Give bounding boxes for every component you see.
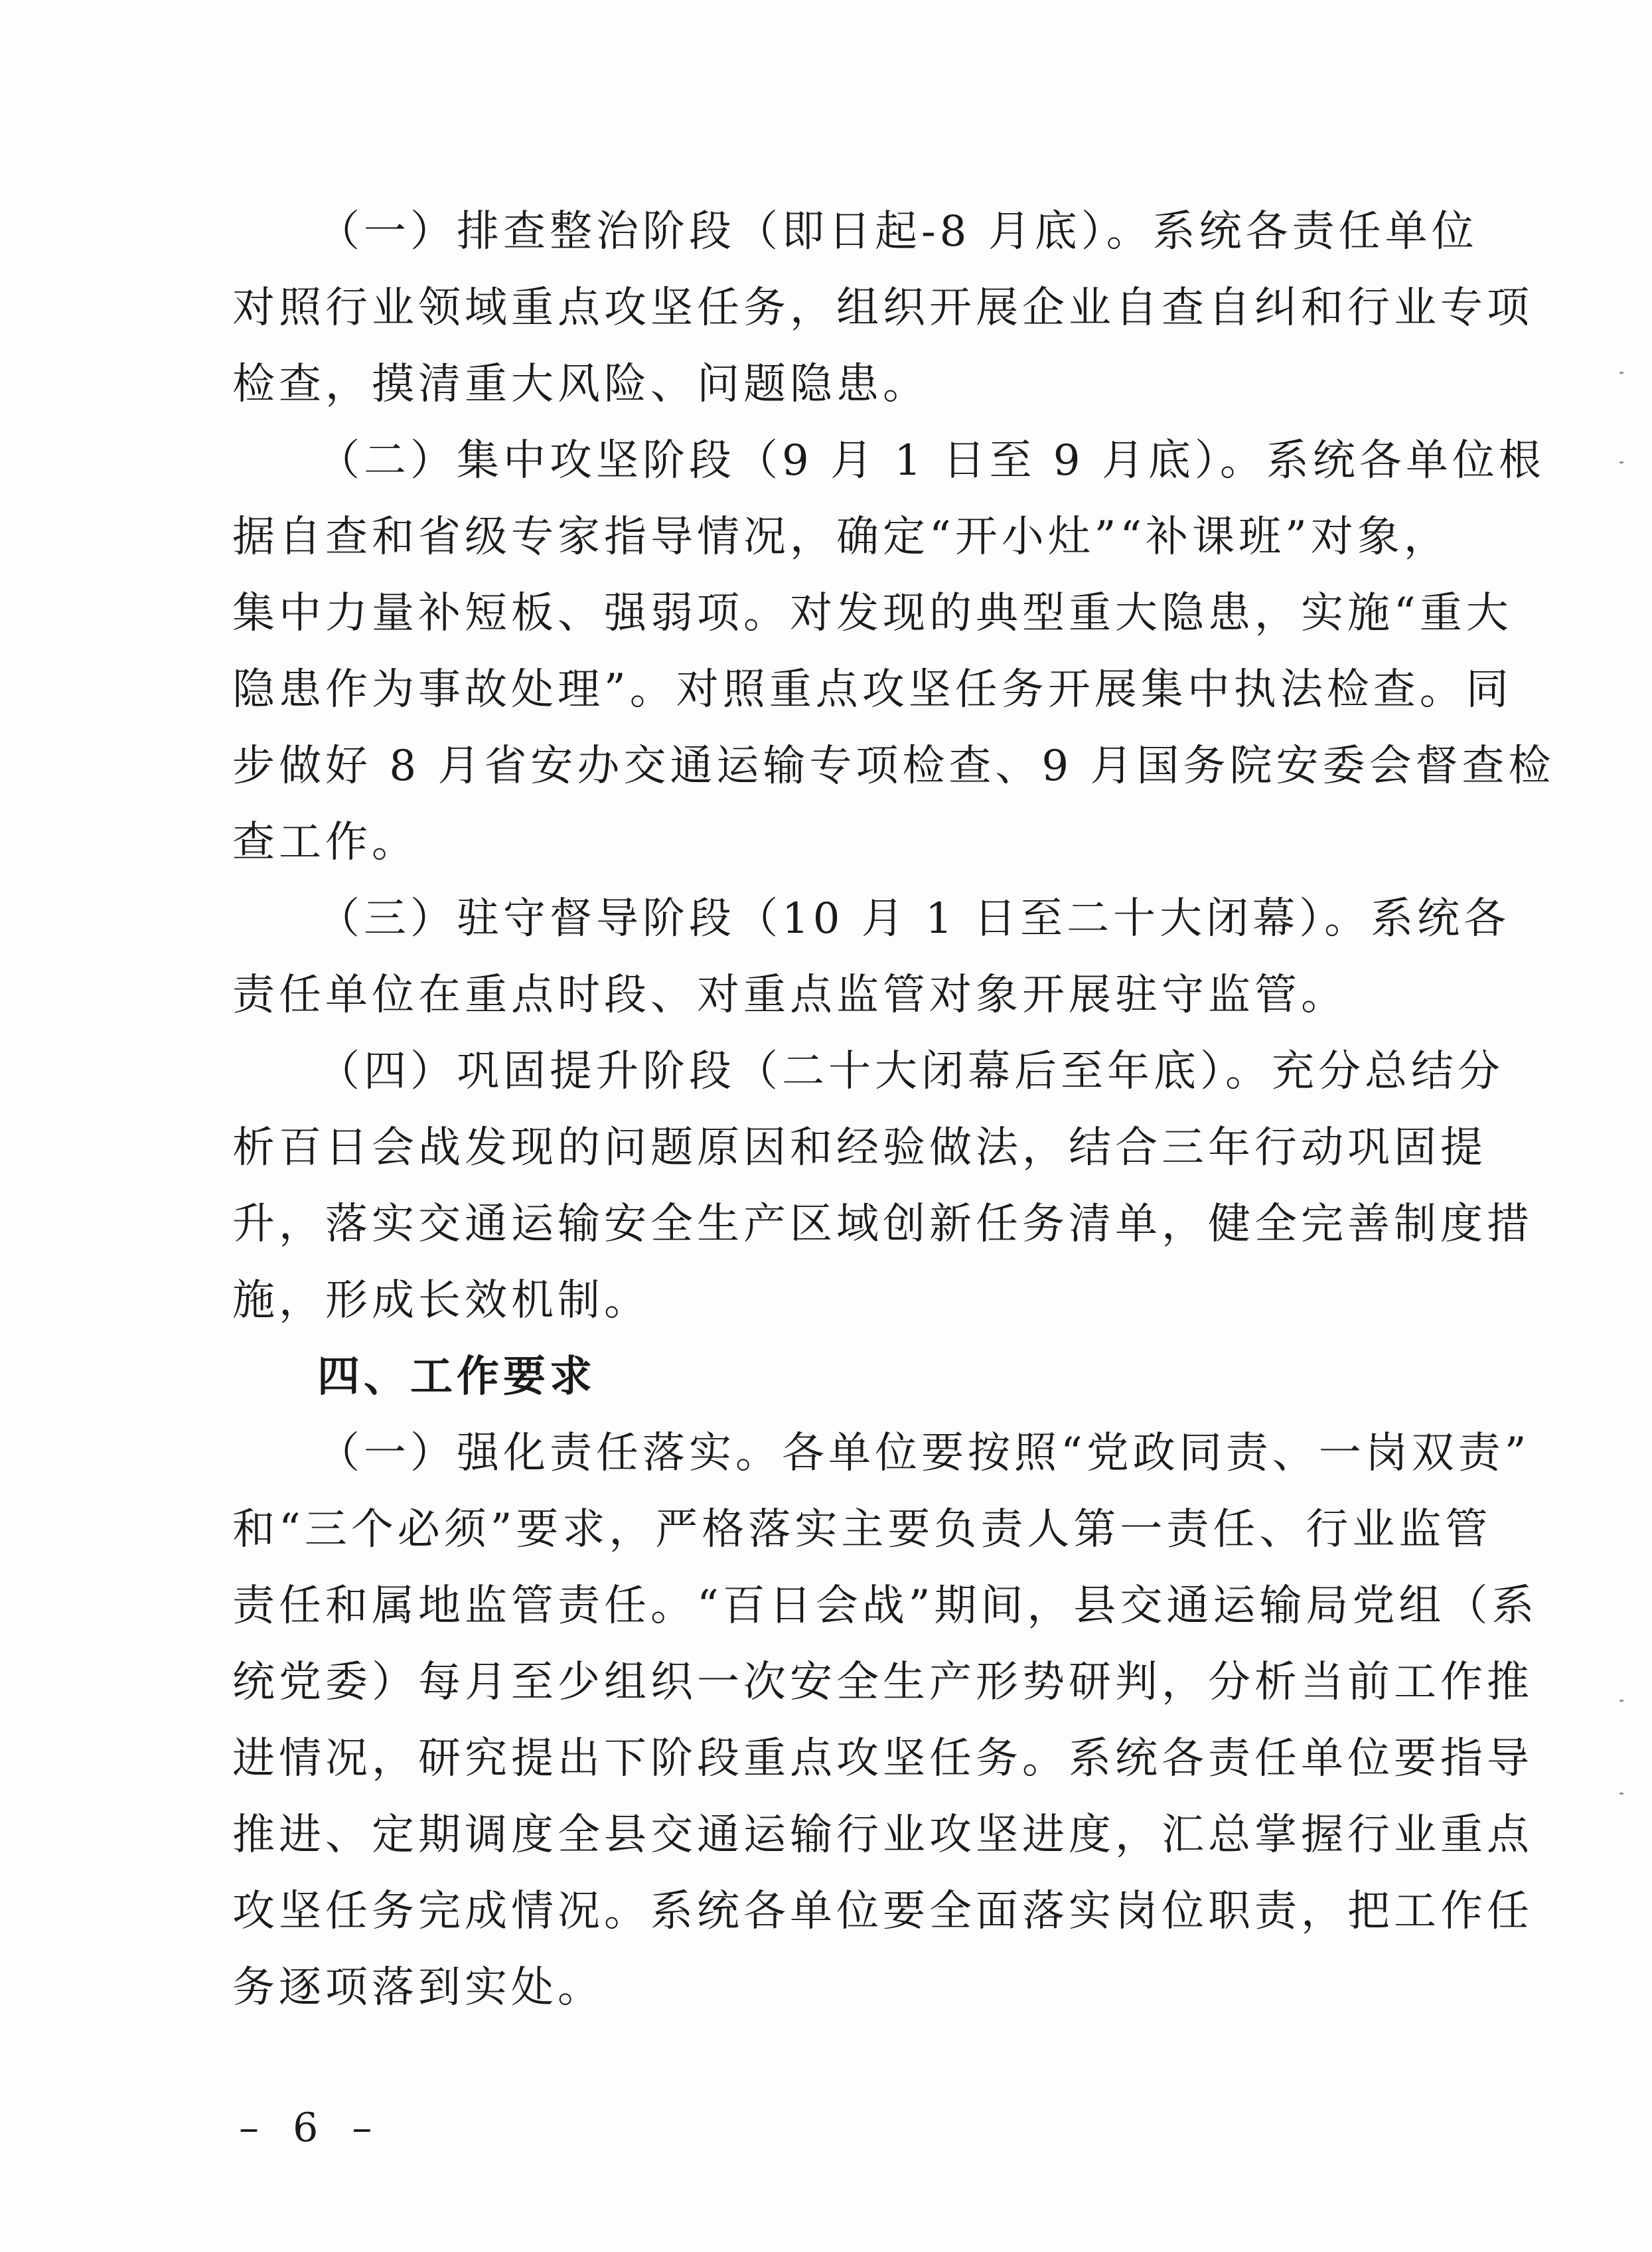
paragraph-line: 责任和属地监管责任。“百日会战”期间，县交通运输局党组（系 <box>232 1581 1539 1631</box>
paragraph-line: （四）巩固提升阶段（二十大闭幕后至年底）。充分总结分 <box>317 1047 1504 1096</box>
paragraph-line: 对照行业领域重点攻坚任务，组织开展企业自查自纠和行业专项 <box>232 283 1533 333</box>
paragraph-line: 推进、定期调度全县交通运输行业攻坚进度，汇总掌握行业重点 <box>232 1810 1533 1860</box>
paragraph-line: （二）集中攻坚阶段（9 月 1 日至 9 月底）。系统各单位根 <box>317 436 1545 485</box>
paragraph-line: 和“三个必须”要求，严格落实主要负责人第一责任、行业监管 <box>232 1505 1492 1554</box>
paragraph-line: 施，形成长效机制。 <box>232 1276 650 1325</box>
paragraph-line: 查工作。 <box>232 818 418 867</box>
paragraph-line: 析百日会战发现的问题原因和经验做法，结合三年行动巩固提 <box>232 1123 1487 1172</box>
scan-speck <box>1619 1793 1623 1795</box>
paragraph-line: 责任单位在重点时段、对重点监管对象开展驻守监管。 <box>232 971 1347 1020</box>
paragraph-line: 据自查和省级专家指导情况，确定“开小灶”“补课班”对象， <box>232 513 1450 562</box>
paragraph-line: 攻坚任务完成情况。系统各单位要全面落实岗位职责，把工作任 <box>232 1887 1533 1936</box>
paragraph-line: 进情况，研究提出下阶段重点攻坚任务。系统各责任单位要指导 <box>232 1734 1533 1783</box>
section-heading: 四、工作要求 <box>317 1352 596 1402</box>
paragraph-line: 务逐项落到实处。 <box>232 1963 604 2012</box>
scan-speck <box>1619 372 1623 374</box>
paragraph-line: 集中力量补短板、强弱项。对发现的典型重大隐患，实施“重大 <box>232 589 1513 638</box>
page-number: – 6 – <box>239 2105 383 2151</box>
paragraph-line: （一）强化责任落实。各单位要按照“党政同责、一岗双责” <box>317 1429 1531 1478</box>
paragraph-line: 隐患作为事故处理”。对照重点攻坚任务开展集中执法检查。同 <box>232 665 1513 714</box>
paragraph-line: （一）排查整治阶段（即日起-8 月底）。系统各责任单位 <box>317 207 1478 256</box>
scan-speck <box>1619 461 1623 463</box>
document-body <box>232 194 1555 2026</box>
paragraph-line: （三）驻守督导阶段（10 月 1 日至二十大闭幕）。系统各 <box>317 894 1511 943</box>
paragraph-line: 升，落实交通运输安全生产区域创新任务清单，健全完善制度措 <box>232 1200 1533 1249</box>
paragraph-line: 检查，摸清重大风险、问题隐患。 <box>232 360 929 409</box>
paragraph-line: 步做好 8 月省安办交通运输专项检查、9 月国务院安委会督查检 <box>232 742 1555 791</box>
paragraph-line: 统党委）每月至少组织一次安全生产形势研判，分析当前工作推 <box>232 1658 1533 1707</box>
scan-speck <box>1619 1700 1623 1702</box>
